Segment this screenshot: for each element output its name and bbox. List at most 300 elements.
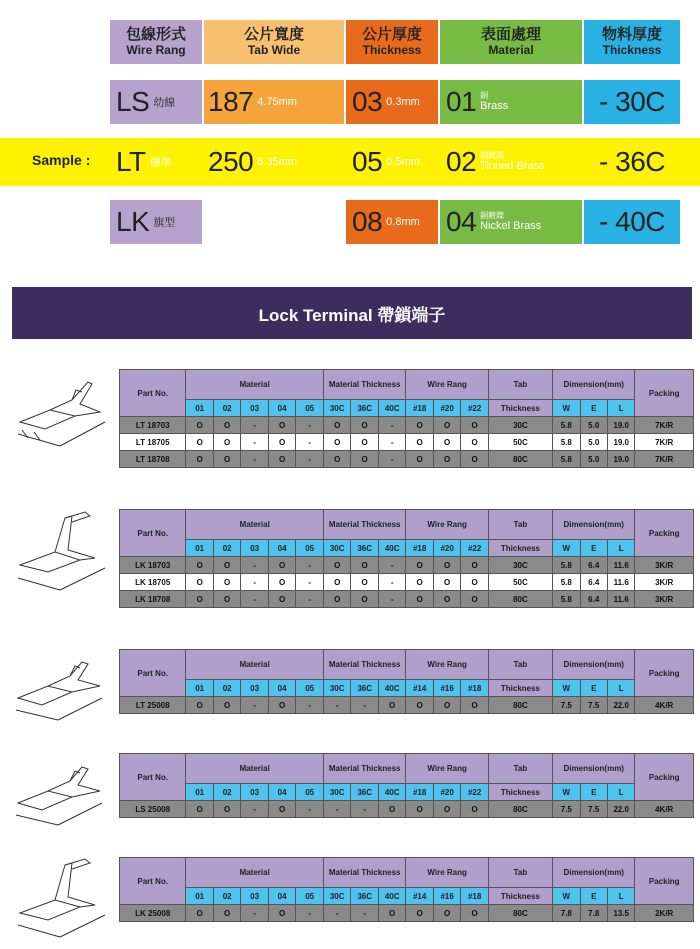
table-cell: - (241, 697, 268, 714)
packing-header: Packing (635, 754, 694, 801)
legend-thk-05 (346, 140, 438, 184)
spec-table (119, 649, 694, 714)
table-cell: O (406, 905, 433, 922)
thickness-col-header: 30C (323, 540, 350, 557)
thickness-col-header: 40C (378, 784, 406, 801)
table-cell: O (186, 574, 213, 591)
code-desc: 4.75mm (257, 96, 297, 108)
terminal-drawing-1 (10, 372, 115, 452)
table-cell: 5.8 (553, 591, 580, 608)
table-cell: O (406, 574, 433, 591)
dimension-col-header: W (553, 540, 580, 557)
code-desc: 幼線 (153, 97, 176, 109)
table-cell: - (296, 417, 324, 434)
code: 05 (352, 146, 383, 177)
table-cell: - (378, 417, 406, 434)
thickness-col-header: 30C (323, 400, 350, 417)
material-col-header: 05 (296, 784, 324, 801)
table-row (120, 557, 694, 574)
table-cell: - (296, 801, 324, 818)
part-number-cell: LK 25008 (120, 905, 186, 922)
table-cell: 5.8 (553, 434, 580, 451)
table-cell: O (186, 557, 213, 574)
packing-header: Packing (635, 650, 694, 697)
table-cell: 22.0 (607, 801, 634, 818)
wire-col-header: #16 (433, 888, 460, 905)
tab-thickness-header: Thickness (488, 784, 552, 801)
table-row (120, 451, 694, 468)
table-cell: 3K/R (635, 591, 694, 608)
table-cell: - (296, 451, 324, 468)
material-col-header: 04 (268, 680, 295, 697)
table-row (120, 417, 694, 434)
material-col-header: 02 (213, 888, 240, 905)
table-subheader-row (120, 888, 694, 905)
table-cell: O (433, 801, 460, 818)
dimension-col-header: W (553, 784, 580, 801)
thickness-col-header: 36C (351, 784, 378, 801)
material-col-header: 03 (241, 784, 268, 801)
table-cell: 22.0 (607, 697, 634, 714)
table-cell: O (268, 591, 295, 608)
table-cell: 11.6 (607, 557, 634, 574)
code: 04 (446, 206, 477, 237)
dimension-col-header: W (553, 888, 580, 905)
table-cell: O (378, 905, 406, 922)
material-col-header: 04 (268, 400, 295, 417)
material-col-header: 01 (186, 400, 213, 417)
table-cell: 6.4 (580, 574, 607, 591)
header-en: Thickness (602, 42, 662, 57)
table-subheader-row (120, 400, 694, 417)
table-cell: O (461, 434, 488, 451)
table-cell: O (461, 574, 488, 591)
code-desc-en: Brass (480, 100, 509, 113)
legend-sample-label: Sample : (32, 152, 91, 168)
code: LK (116, 206, 150, 237)
table-cell: - (351, 905, 378, 922)
table-cell: 5.8 (553, 451, 580, 468)
wire-rang-header: Wire Rang (406, 650, 488, 680)
table-cell: 7.5 (553, 801, 580, 818)
material-header: Material (186, 858, 324, 888)
table-cell: 5.8 (553, 574, 580, 591)
material-col-header: 05 (296, 540, 324, 557)
dimension-col-header: L (607, 784, 634, 801)
wire-col-header: #20 (433, 400, 460, 417)
table-row (120, 801, 694, 818)
wire-col-header: #14 (406, 888, 433, 905)
table-cell: - (241, 451, 268, 468)
dimension-col-header: L (607, 888, 634, 905)
table-cell: O (406, 434, 433, 451)
table-cell: O (406, 801, 433, 818)
material-col-header: 04 (268, 784, 295, 801)
table-cell: 30C (488, 557, 552, 574)
header-en: Tab Wide (247, 42, 301, 57)
part-number-cell: LT 18703 (120, 417, 186, 434)
code: 01 (446, 86, 477, 117)
tab-thickness-header: Thickness (488, 400, 552, 417)
legend-wire-ls (110, 80, 202, 124)
terminal-drawing-2 (10, 510, 115, 595)
material-col-header: 03 (241, 680, 268, 697)
table-cell: O (378, 697, 406, 714)
wire-col-header: #20 (433, 784, 460, 801)
part-number-cell: LK 18705 (120, 574, 186, 591)
table-cell: - (241, 417, 268, 434)
material-col-header: 05 (296, 888, 324, 905)
table-subheader-row (120, 784, 694, 801)
code-desc-en: Nickel Brass (480, 220, 542, 233)
code: LT (116, 146, 146, 177)
legend-mt-30c (584, 80, 680, 124)
part-no-header: Part No. (120, 650, 186, 697)
packing-header: Packing (635, 858, 694, 905)
table-cell: 5.0 (580, 434, 607, 451)
table-cell: O (461, 801, 488, 818)
material-thickness-header: Material Thickness (323, 370, 405, 400)
wire-rang-header: Wire Rang (406, 510, 488, 540)
material-col-header: 02 (213, 784, 240, 801)
code-desc: 0.5mm (386, 156, 420, 168)
table-cell: O (268, 434, 295, 451)
material-col-header: 04 (268, 888, 295, 905)
table-header-row (120, 650, 694, 680)
table-header-row (120, 510, 694, 540)
thickness-col-header: 30C (323, 784, 350, 801)
table-cell: 19.0 (607, 434, 634, 451)
table-cell: O (406, 557, 433, 574)
table-cell: 3K/R (635, 557, 694, 574)
dimension-col-header: E (580, 400, 607, 417)
tab-header: Tab (488, 370, 552, 400)
spec-table (119, 369, 694, 468)
table-cell: 80C (488, 801, 552, 818)
table-cell: - (241, 434, 268, 451)
wire-rang-header: Wire Rang (406, 370, 488, 400)
dimension-col-header: W (553, 680, 580, 697)
table-cell: O (268, 557, 295, 574)
table-header-row (120, 858, 694, 888)
code: - 30C (599, 86, 665, 117)
table-cell: O (461, 451, 488, 468)
wire-col-header: #18 (461, 680, 488, 697)
thickness-col-header: 40C (378, 400, 406, 417)
table-cell: O (433, 417, 460, 434)
table-row (120, 697, 694, 714)
table-cell: O (433, 451, 460, 468)
table-cell: O (433, 697, 460, 714)
tab-header: Tab (488, 510, 552, 540)
material-thickness-header: Material Thickness (323, 858, 405, 888)
material-col-header: 02 (213, 680, 240, 697)
table-cell: O (461, 557, 488, 574)
material-thickness-header: Material Thickness (323, 510, 405, 540)
code: - 36C (599, 146, 665, 177)
dimension-header: Dimension(mm) (553, 754, 635, 784)
spec-table (119, 509, 694, 608)
thickness-col-header: 30C (323, 680, 350, 697)
table-cell: O (268, 801, 295, 818)
tab-thickness-header: Thickness (488, 680, 552, 697)
part-no-header: Part No. (120, 370, 186, 417)
table-cell: - (241, 801, 268, 818)
table-cell: 80C (488, 451, 552, 468)
code-desc: 旗型 (153, 217, 176, 229)
material-col-header: 02 (213, 540, 240, 557)
thickness-col-header: 36C (351, 680, 378, 697)
thickness-col-header: 40C (378, 888, 406, 905)
code: LS (116, 86, 150, 117)
table-cell: 6.4 (580, 591, 607, 608)
table-cell: O (351, 417, 378, 434)
material-col-header: 04 (268, 540, 295, 557)
tab-thickness-header: Thickness (488, 888, 552, 905)
table-cell: O (186, 417, 213, 434)
thickness-col-header: 30C (323, 888, 350, 905)
wire-rang-header: Wire Rang (406, 858, 488, 888)
code-desc-zh: 銅鍍鎳 (480, 210, 505, 220)
tab-header: Tab (488, 858, 552, 888)
wire-col-header: #22 (461, 540, 488, 557)
table-cell: O (268, 697, 295, 714)
legend-wire-lk (110, 200, 202, 244)
table-cell: - (296, 574, 324, 591)
table-cell: 11.6 (607, 574, 634, 591)
table-cell: 5.0 (580, 417, 607, 434)
table-cell: 50C (488, 434, 552, 451)
code: 250 (208, 146, 254, 177)
legend-tab-187 (204, 80, 344, 124)
thickness-col-header: 36C (351, 400, 378, 417)
table-cell: O (268, 905, 295, 922)
wire-col-header: #18 (406, 400, 433, 417)
table-cell: 80C (488, 697, 552, 714)
table-cell: O (323, 557, 350, 574)
part-no-header: Part No. (120, 858, 186, 905)
table-cell: O (406, 417, 433, 434)
part-number-cell: LT 18708 (120, 451, 186, 468)
table-cell: - (378, 451, 406, 468)
material-header: Material (186, 510, 324, 540)
table-cell: - (323, 905, 350, 922)
dimension-col-header: E (580, 680, 607, 697)
header-en: Material (488, 42, 534, 57)
wire-col-header: #22 (461, 400, 488, 417)
thickness-col-header: 40C (378, 680, 406, 697)
table-cell: 5.8 (553, 557, 580, 574)
part-number-cell: LS 25008 (120, 801, 186, 818)
table-cell: 2K/R (635, 905, 694, 922)
table-cell: - (241, 574, 268, 591)
material-thickness-header: Material Thickness (323, 650, 405, 680)
material-col-header: 02 (213, 400, 240, 417)
packing-header: Packing (635, 370, 694, 417)
legend-mat-04 (440, 200, 582, 244)
legend-mat-02 (440, 140, 582, 184)
table-cell: O (268, 417, 295, 434)
table-row (120, 434, 694, 451)
table-cell: O (213, 434, 240, 451)
material-col-header: 03 (241, 400, 268, 417)
legend-header-material (440, 20, 582, 64)
code: - 40C (599, 206, 665, 237)
wire-col-header: #18 (461, 888, 488, 905)
table-cell: 11.6 (607, 591, 634, 608)
part-number-cell: LK 18708 (120, 591, 186, 608)
table-cell: - (296, 591, 324, 608)
part-no-header: Part No. (120, 754, 186, 801)
table-cell: O (213, 574, 240, 591)
table-cell: O (323, 434, 350, 451)
table-cell: - (296, 697, 324, 714)
table-row (120, 574, 694, 591)
material-col-header: 01 (186, 888, 213, 905)
table-cell: 5.8 (553, 417, 580, 434)
table-cell: 7.5 (580, 801, 607, 818)
table-cell: 4K/R (635, 801, 694, 818)
table-cell: O (461, 905, 488, 922)
table-cell: O (323, 417, 350, 434)
table-cell: O (433, 574, 460, 591)
table-row (120, 905, 694, 922)
legend-wire-lt (110, 140, 202, 184)
table-cell: - (351, 801, 378, 818)
material-thickness-header: Material Thickness (323, 754, 405, 784)
table-cell: O (351, 557, 378, 574)
dimension-header: Dimension(mm) (553, 858, 635, 888)
table-cell: O (186, 801, 213, 818)
code: 03 (352, 86, 383, 117)
legend-header-material-thickness (584, 20, 680, 64)
code: 187 (208, 86, 254, 117)
table-row (120, 591, 694, 608)
dimension-header: Dimension(mm) (553, 650, 635, 680)
header-en: Wire Rang (126, 42, 186, 57)
table-cell: O (406, 697, 433, 714)
table-cell: O (186, 591, 213, 608)
wire-col-header: #18 (406, 784, 433, 801)
table-cell: - (296, 905, 324, 922)
table-cell: - (241, 905, 268, 922)
table-cell: - (323, 801, 350, 818)
table-cell: 80C (488, 591, 552, 608)
table-cell: 50C (488, 574, 552, 591)
header-zh: 包線形式 (125, 26, 186, 44)
code-desc-en: Tinned Brass (480, 160, 545, 173)
wire-col-header: #18 (406, 540, 433, 557)
dimension-col-header: L (607, 680, 634, 697)
dimension-col-header: W (553, 400, 580, 417)
code-desc: 0.8mm (386, 216, 420, 228)
table-cell: O (213, 697, 240, 714)
legend-mt-36c (584, 140, 680, 184)
legend-thk-08 (346, 200, 438, 244)
table-cell: O (433, 434, 460, 451)
section-title: Lock Terminal 帶鎖端子 (12, 287, 692, 339)
tab-header: Tab (488, 754, 552, 784)
dimension-col-header: E (580, 784, 607, 801)
thickness-col-header: 40C (378, 540, 406, 557)
legend-header-tab (204, 20, 344, 64)
table-cell: O (323, 451, 350, 468)
table-cell: - (378, 434, 406, 451)
table-cell: O (378, 801, 406, 818)
code-desc-zh: 銅鍍錫 (480, 150, 505, 160)
table-subheader-row (120, 680, 694, 697)
code: 02 (446, 146, 477, 177)
table-cell: - (351, 697, 378, 714)
dimension-col-header: L (607, 400, 634, 417)
table-subheader-row (120, 540, 694, 557)
table-cell: 7.8 (580, 905, 607, 922)
table-cell: O (351, 451, 378, 468)
code-desc-zh: 銅 (480, 90, 489, 100)
part-number-cell: LT 25008 (120, 697, 186, 714)
table-cell: O (213, 591, 240, 608)
table-cell: O (213, 451, 240, 468)
table-cell: 13.5 (607, 905, 634, 922)
terminal-drawing-4 (10, 755, 115, 830)
material-col-header: 05 (296, 680, 324, 697)
terminal-drawing-3 (10, 650, 115, 725)
thickness-col-header: 36C (351, 888, 378, 905)
table-cell: 5.0 (580, 451, 607, 468)
table-cell: O (406, 591, 433, 608)
dimension-col-header: E (580, 888, 607, 905)
spec-table (119, 753, 694, 818)
table-cell: O (213, 557, 240, 574)
part-no-header: Part No. (120, 510, 186, 557)
material-header: Material (186, 754, 324, 784)
spec-table (119, 857, 694, 922)
table-cell: - (323, 697, 350, 714)
legend-mt-40c (584, 200, 680, 244)
thickness-col-header: 36C (351, 540, 378, 557)
table-cell: 7K/R (635, 417, 694, 434)
wire-col-header: #20 (433, 540, 460, 557)
table-cell: 7.5 (553, 697, 580, 714)
table-cell: O (461, 591, 488, 608)
table-header-row (120, 754, 694, 784)
table-cell: O (351, 591, 378, 608)
table-cell: 7.8 (553, 905, 580, 922)
table-cell: O (186, 451, 213, 468)
table-cell: O (406, 451, 433, 468)
header-zh: 公片寬度 (243, 26, 304, 44)
code-desc: 6.35mm (257, 156, 297, 168)
table-cell: - (296, 434, 324, 451)
table-cell: - (241, 591, 268, 608)
table-cell: O (323, 591, 350, 608)
packing-header: Packing (635, 510, 694, 557)
table-header-row (120, 370, 694, 400)
table-cell: O (213, 801, 240, 818)
table-cell: - (378, 557, 406, 574)
table-cell: - (296, 557, 324, 574)
legend-tab-250 (204, 140, 344, 184)
table-cell: 3K/R (635, 574, 694, 591)
dimension-col-header: L (607, 540, 634, 557)
legend-thk-03 (346, 80, 438, 124)
header-zh: 物料厚度 (601, 26, 662, 44)
table-cell: 30C (488, 417, 552, 434)
legend-header-wire (110, 20, 202, 64)
tab-thickness-header: Thickness (488, 540, 552, 557)
table-cell: O (213, 905, 240, 922)
wire-col-header: #16 (433, 680, 460, 697)
